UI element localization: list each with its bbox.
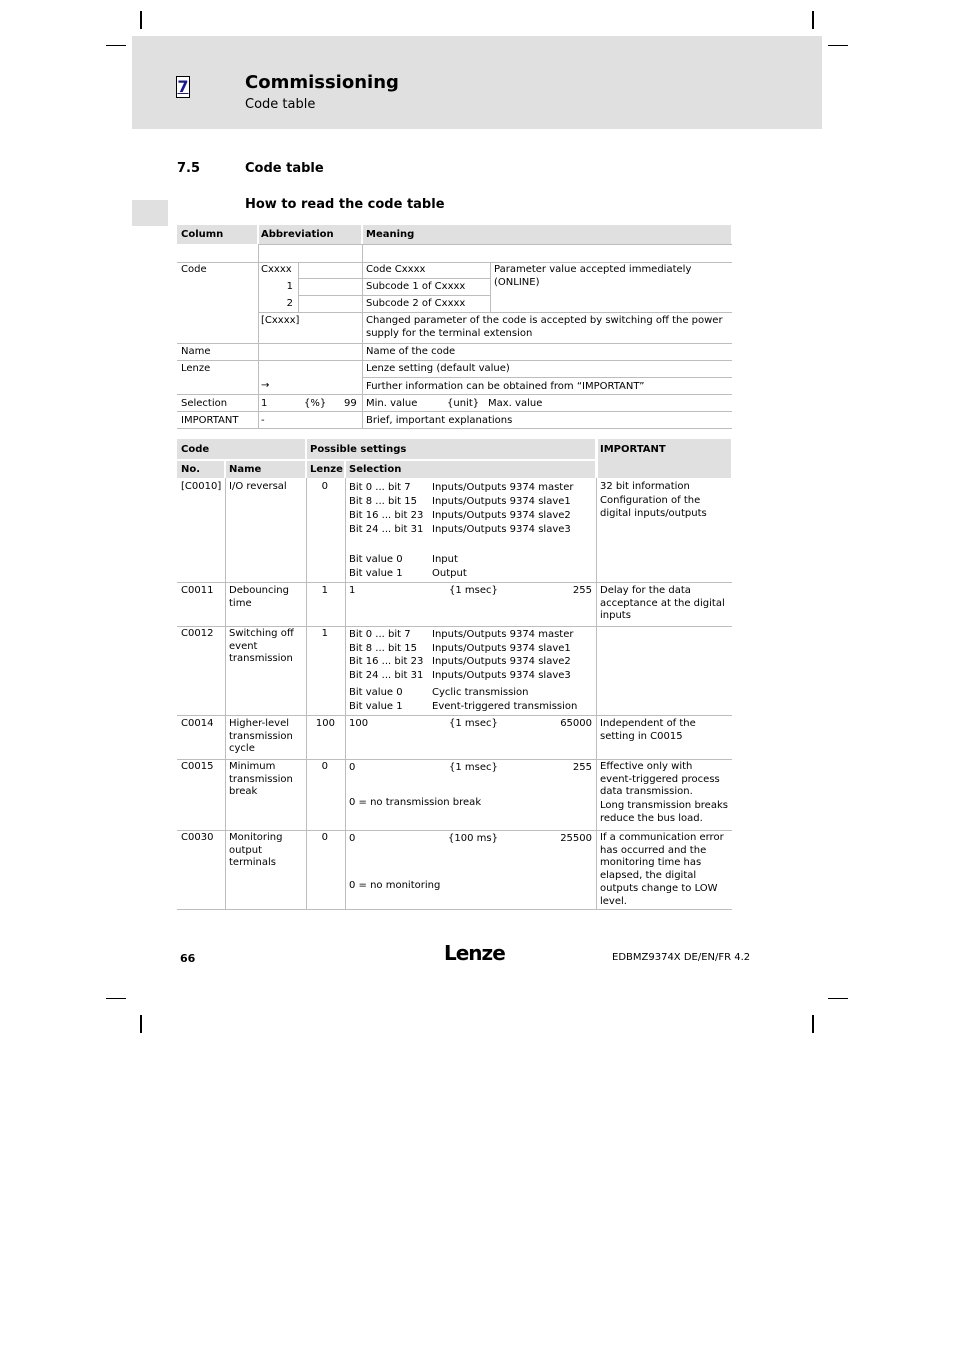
code-name: terminals xyxy=(229,857,276,868)
code-important: acceptance at the digital xyxy=(600,598,725,609)
code-lenze: 1 xyxy=(321,585,328,596)
crop-mark xyxy=(828,998,848,999)
legend-sel-unit: {%} xyxy=(304,398,327,409)
section-number: 7.5 xyxy=(177,161,201,176)
chapter-number-link[interactable]: 7 xyxy=(177,77,189,96)
code-no: C0014 xyxy=(181,718,214,729)
legend-important-label: IMPORTANT xyxy=(181,415,239,426)
code-important: Effective only with xyxy=(600,761,693,772)
legend-name-label: Name xyxy=(181,346,211,357)
bit-range: Bit 8 ... bit 15 xyxy=(349,496,417,507)
sel-min: 0 xyxy=(349,833,356,844)
sel-min: 0 xyxy=(349,762,356,773)
document-id: EDBMZ9374X DE/EN/FR 4.2 xyxy=(612,952,751,963)
legend-cxxxx: Cxxxx xyxy=(261,264,292,275)
sel-max: 25500 xyxy=(560,833,592,844)
code-important: Delay for the data xyxy=(600,585,691,596)
bit-meaning: Inputs/Outputs 9374 slave3 xyxy=(432,670,571,681)
legend-changed-2: supply for the terminal extension xyxy=(366,328,533,339)
legend-header-abbreviation: Abbreviation xyxy=(261,229,334,240)
legend-code-cxxxx: Code Cxxxx xyxy=(366,264,426,275)
code-important: elapsed, the digital xyxy=(600,870,697,881)
legend-sel-min-label: Min. value xyxy=(366,398,418,409)
codes-header-lenze: Lenze xyxy=(310,464,343,475)
bit-range: Bit 0 ... bit 7 xyxy=(349,629,411,640)
legend-subcode1: Subcode 1 of Cxxxx xyxy=(366,281,466,292)
code-name: I/O reversal xyxy=(229,481,287,492)
crop-mark xyxy=(140,11,142,29)
lenze-logo: Lenze xyxy=(444,941,505,965)
arrow-right-icon: → xyxy=(261,380,270,391)
bit-range: Bit 0 ... bit 7 xyxy=(349,482,411,493)
code-important: monitoring time has xyxy=(600,857,702,868)
bit-range: Bit 16 ... bit 23 xyxy=(349,656,424,667)
code-name: break xyxy=(229,786,258,797)
legend-further-info: Further information can be obtained from “IMPORTANT” xyxy=(366,381,645,392)
code-lenze: 0 xyxy=(321,761,328,772)
legend-sub1: 1 xyxy=(286,281,293,292)
legend-name-meaning: Name of the code xyxy=(366,346,456,357)
chapter-title: Commissioning xyxy=(245,72,399,93)
legend-sub2: 2 xyxy=(286,298,293,309)
code-name: Monitoring xyxy=(229,832,283,843)
bit-meaning: Inputs/Outputs 9374 master xyxy=(432,629,574,640)
legend-subcode2: Subcode 2 of Cxxxx xyxy=(366,298,466,309)
sel-unit: {100 ms} xyxy=(448,833,498,844)
code-no: C0011 xyxy=(181,585,214,596)
bit-meaning: Inputs/Outputs 9374 slave3 xyxy=(432,524,571,535)
sel-note: 0 = no monitoring xyxy=(349,880,441,891)
bit-range: Bit value 1 xyxy=(349,568,403,579)
crop-mark xyxy=(812,1015,814,1033)
bit-meaning: Inputs/Outputs 9374 slave2 xyxy=(432,656,571,667)
section-title: Code table xyxy=(245,161,324,176)
code-name: output xyxy=(229,845,262,856)
bit-range: Bit value 0 xyxy=(349,554,403,565)
code-lenze: 0 xyxy=(321,481,328,492)
bit-range: Bit 8 ... bit 15 xyxy=(349,643,417,654)
legend-header-meaning: Meaning xyxy=(366,229,415,240)
code-important: Long transmission breaks xyxy=(600,800,728,811)
code-name: Debouncing xyxy=(229,585,289,596)
sel-unit: {1 msec} xyxy=(449,718,498,729)
code-important: 32 bit information xyxy=(600,481,690,492)
chapter-header xyxy=(132,36,822,129)
legend-online-1: Parameter value accepted immediately xyxy=(494,264,692,275)
code-important: inputs xyxy=(600,610,631,621)
code-name: Switching off xyxy=(229,628,294,639)
codes-header-selection: Selection xyxy=(349,464,402,475)
section-subtitle: How to read the code table xyxy=(245,197,445,212)
code-important: outputs change to LOW xyxy=(600,883,718,894)
crop-mark xyxy=(828,45,848,46)
sel-min: 1 xyxy=(349,585,356,596)
page-number: 66 xyxy=(180,952,196,965)
code-lenze: 100 xyxy=(315,718,335,729)
code-important: Independent of the xyxy=(600,718,696,729)
code-name: transmission xyxy=(229,731,293,742)
legend-lenze-meaning: Lenze setting (default value) xyxy=(366,363,510,374)
code-important: Configuration of the xyxy=(600,495,701,506)
legend-sel-min: 1 xyxy=(261,398,268,409)
legend-online-2: (ONLINE) xyxy=(494,277,540,288)
sel-max: 255 xyxy=(572,585,592,596)
bit-meaning: Inputs/Outputs 9374 slave2 xyxy=(432,510,571,521)
code-name: Minimum xyxy=(229,761,276,772)
legend-important-meaning: Brief, important explanations xyxy=(366,415,513,426)
crop-mark xyxy=(812,11,814,29)
side-tab-marker xyxy=(132,200,168,226)
bit-range: Bit 16 ... bit 23 xyxy=(349,510,424,521)
code-important: data transmission. xyxy=(600,786,693,797)
code-no: C0012 xyxy=(181,628,214,639)
legend-sel-max-label: Max. value xyxy=(488,398,543,409)
code-important: setting in C0015 xyxy=(600,731,683,742)
legend-changed-1: Changed parameter of the code is accepted by switching off the power xyxy=(366,315,723,326)
crop-mark xyxy=(140,1015,142,1033)
legend-selection-label: Selection xyxy=(181,398,228,409)
codes-header-code: Code xyxy=(181,444,210,455)
bit-meaning: Input xyxy=(432,554,458,565)
code-important: level. xyxy=(600,896,627,907)
code-no: [C0010] xyxy=(181,481,222,492)
code-name: time xyxy=(229,598,252,609)
code-important: event-triggered process xyxy=(600,774,720,785)
codes-header-important: IMPORTANT xyxy=(600,444,666,455)
code-lenze: 0 xyxy=(321,832,328,843)
code-name: transmission xyxy=(229,653,293,664)
bit-meaning: Inputs/Outputs 9374 slave1 xyxy=(432,496,571,507)
code-lenze: 1 xyxy=(321,628,328,639)
codes-header-no: No. xyxy=(181,464,201,475)
code-name: transmission xyxy=(229,774,293,785)
legend-header-column: Column xyxy=(181,229,224,240)
legend-bracket-code: [Cxxxx] xyxy=(261,315,300,326)
code-important: If a communication error xyxy=(600,832,724,843)
crop-mark xyxy=(106,45,126,46)
codes-header-name: Name xyxy=(229,464,262,475)
bit-meaning: Inputs/Outputs 9374 slave1 xyxy=(432,643,571,654)
bit-meaning: Output xyxy=(432,568,467,579)
sel-max: 255 xyxy=(572,762,592,773)
code-name: cycle xyxy=(229,743,255,754)
bit-range: Bit value 0 xyxy=(349,687,403,698)
legend-important-abbr: - xyxy=(261,415,265,426)
code-important: reduce the bus load. xyxy=(600,813,703,824)
code-name: Higher-level xyxy=(229,718,289,729)
bit-range: Bit 24 ... bit 31 xyxy=(349,524,424,535)
codes-header-possible: Possible settings xyxy=(310,444,407,455)
bit-meaning: Event-triggered transmission xyxy=(432,701,578,712)
code-no: C0015 xyxy=(181,761,214,772)
legend-sel-unit-label: {unit} xyxy=(447,398,480,409)
sel-note: 0 = no transmission break xyxy=(349,797,482,808)
legend-code-label: Code xyxy=(181,264,207,275)
code-important: digital inputs/outputs xyxy=(600,508,707,519)
code-important: has occurred and the xyxy=(600,845,707,856)
crop-mark xyxy=(106,998,126,999)
code-name: event xyxy=(229,641,258,652)
sel-min: 100 xyxy=(349,718,369,729)
bit-meaning: Inputs/Outputs 9374 master xyxy=(432,482,574,493)
code-no: C0030 xyxy=(181,832,214,843)
bit-meaning: Cyclic transmission xyxy=(432,687,529,698)
legend-sel-max: 99 xyxy=(344,398,357,409)
bit-range: Bit 24 ... bit 31 xyxy=(349,670,424,681)
legend-lenze-label: Lenze xyxy=(181,363,211,374)
sel-max: 65000 xyxy=(560,718,592,729)
sel-unit: {1 msec} xyxy=(449,585,498,596)
bit-range: Bit value 1 xyxy=(349,701,403,712)
chapter-subtitle: Code table xyxy=(245,97,316,112)
sel-unit: {1 msec} xyxy=(449,762,498,773)
